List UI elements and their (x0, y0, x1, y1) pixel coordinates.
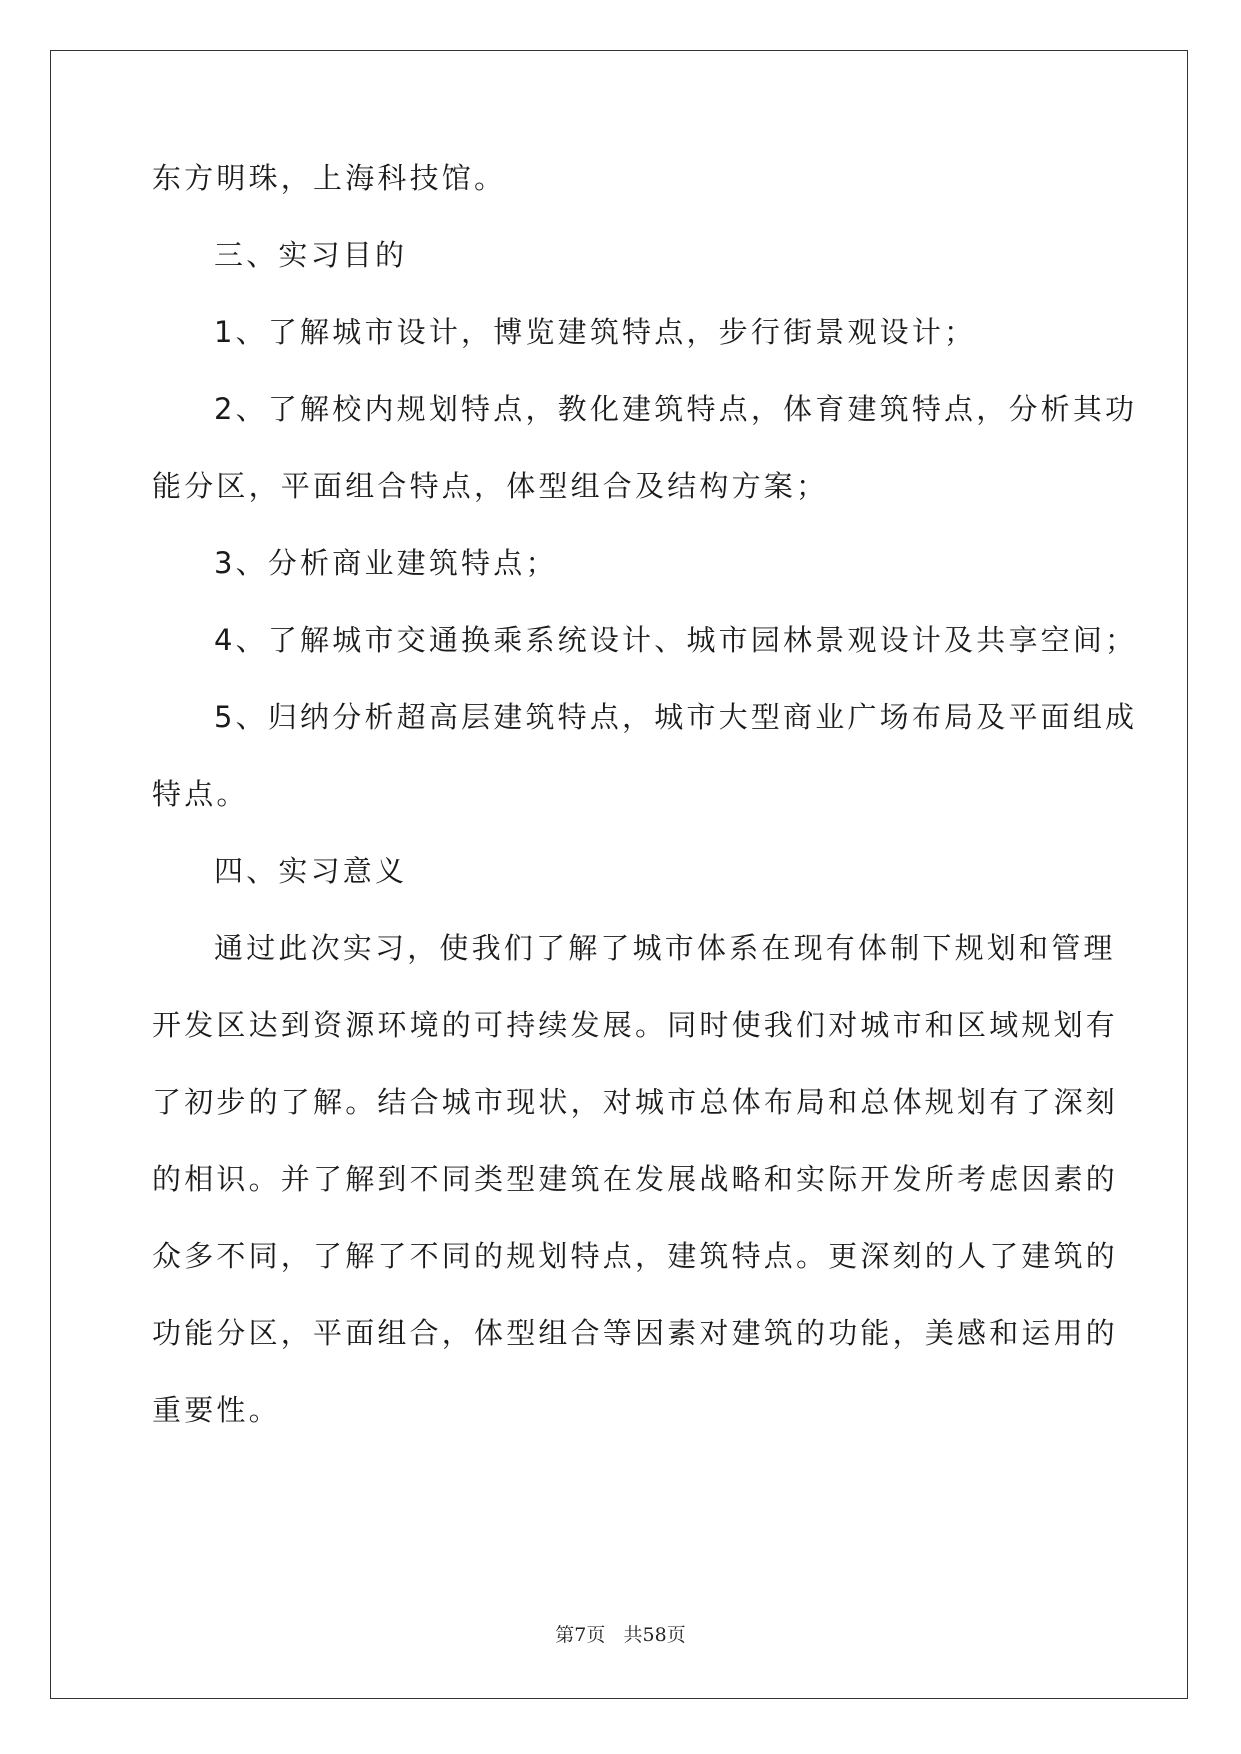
page-footer (0, 1620, 1241, 1647)
paragraph-line: 众多不同，了解了不同的规划特点，建筑特点。更深刻的人了建筑的 (152, 1239, 1119, 1273)
list-item: 4、了解城市交通换乘系统设计、城市园林景观设计及共享空间； (214, 623, 1138, 657)
paragraph-line: 的相识。并了解到不同类型建筑在发展战略和实际开发所考虑因素的 (152, 1162, 1119, 1196)
list-item-continuation: 能分区，平面组合特点，体型组合及结构方案； (152, 469, 829, 503)
paragraph-line: 了初步的了解。结合城市现状，对城市总体布局和总体规划有了深刻 (152, 1085, 1119, 1119)
list-item: 2、了解校内规划特点，教化建筑特点，体育建筑特点，分析其功 (214, 392, 1138, 426)
section-heading: 四、实习意义 (214, 854, 408, 888)
page-number: 第7页 (555, 1624, 606, 1646)
list-item: 3、分析商业建筑特点； (214, 546, 558, 580)
list-item: 5、归纳分析超高层建筑特点，城市大型商业广场布局及平面组成 (214, 700, 1138, 734)
list-item-continuation: 特点。 (152, 777, 249, 811)
section-heading: 三、实习目的 (214, 238, 408, 272)
page-total: 共58页 (623, 1624, 686, 1646)
paragraph-line: 东方明珠，上海科技馆。 (152, 161, 507, 195)
paragraph-line: 功能分区，平面组合，体型组合等因素对建筑的功能，美感和运用的 (152, 1316, 1119, 1350)
paragraph-line: 重要性。 (152, 1393, 281, 1427)
list-item: 1、了解城市设计，博览建筑特点，步行街景观设计； (214, 315, 977, 349)
paragraph-line: 开发区达到资源环境的可持续发展。同时使我们对城市和区域规划有 (152, 1008, 1119, 1042)
paragraph-line: 通过此次实习，使我们了解了城市体系在现有体制下规划和管理 (214, 931, 1116, 965)
